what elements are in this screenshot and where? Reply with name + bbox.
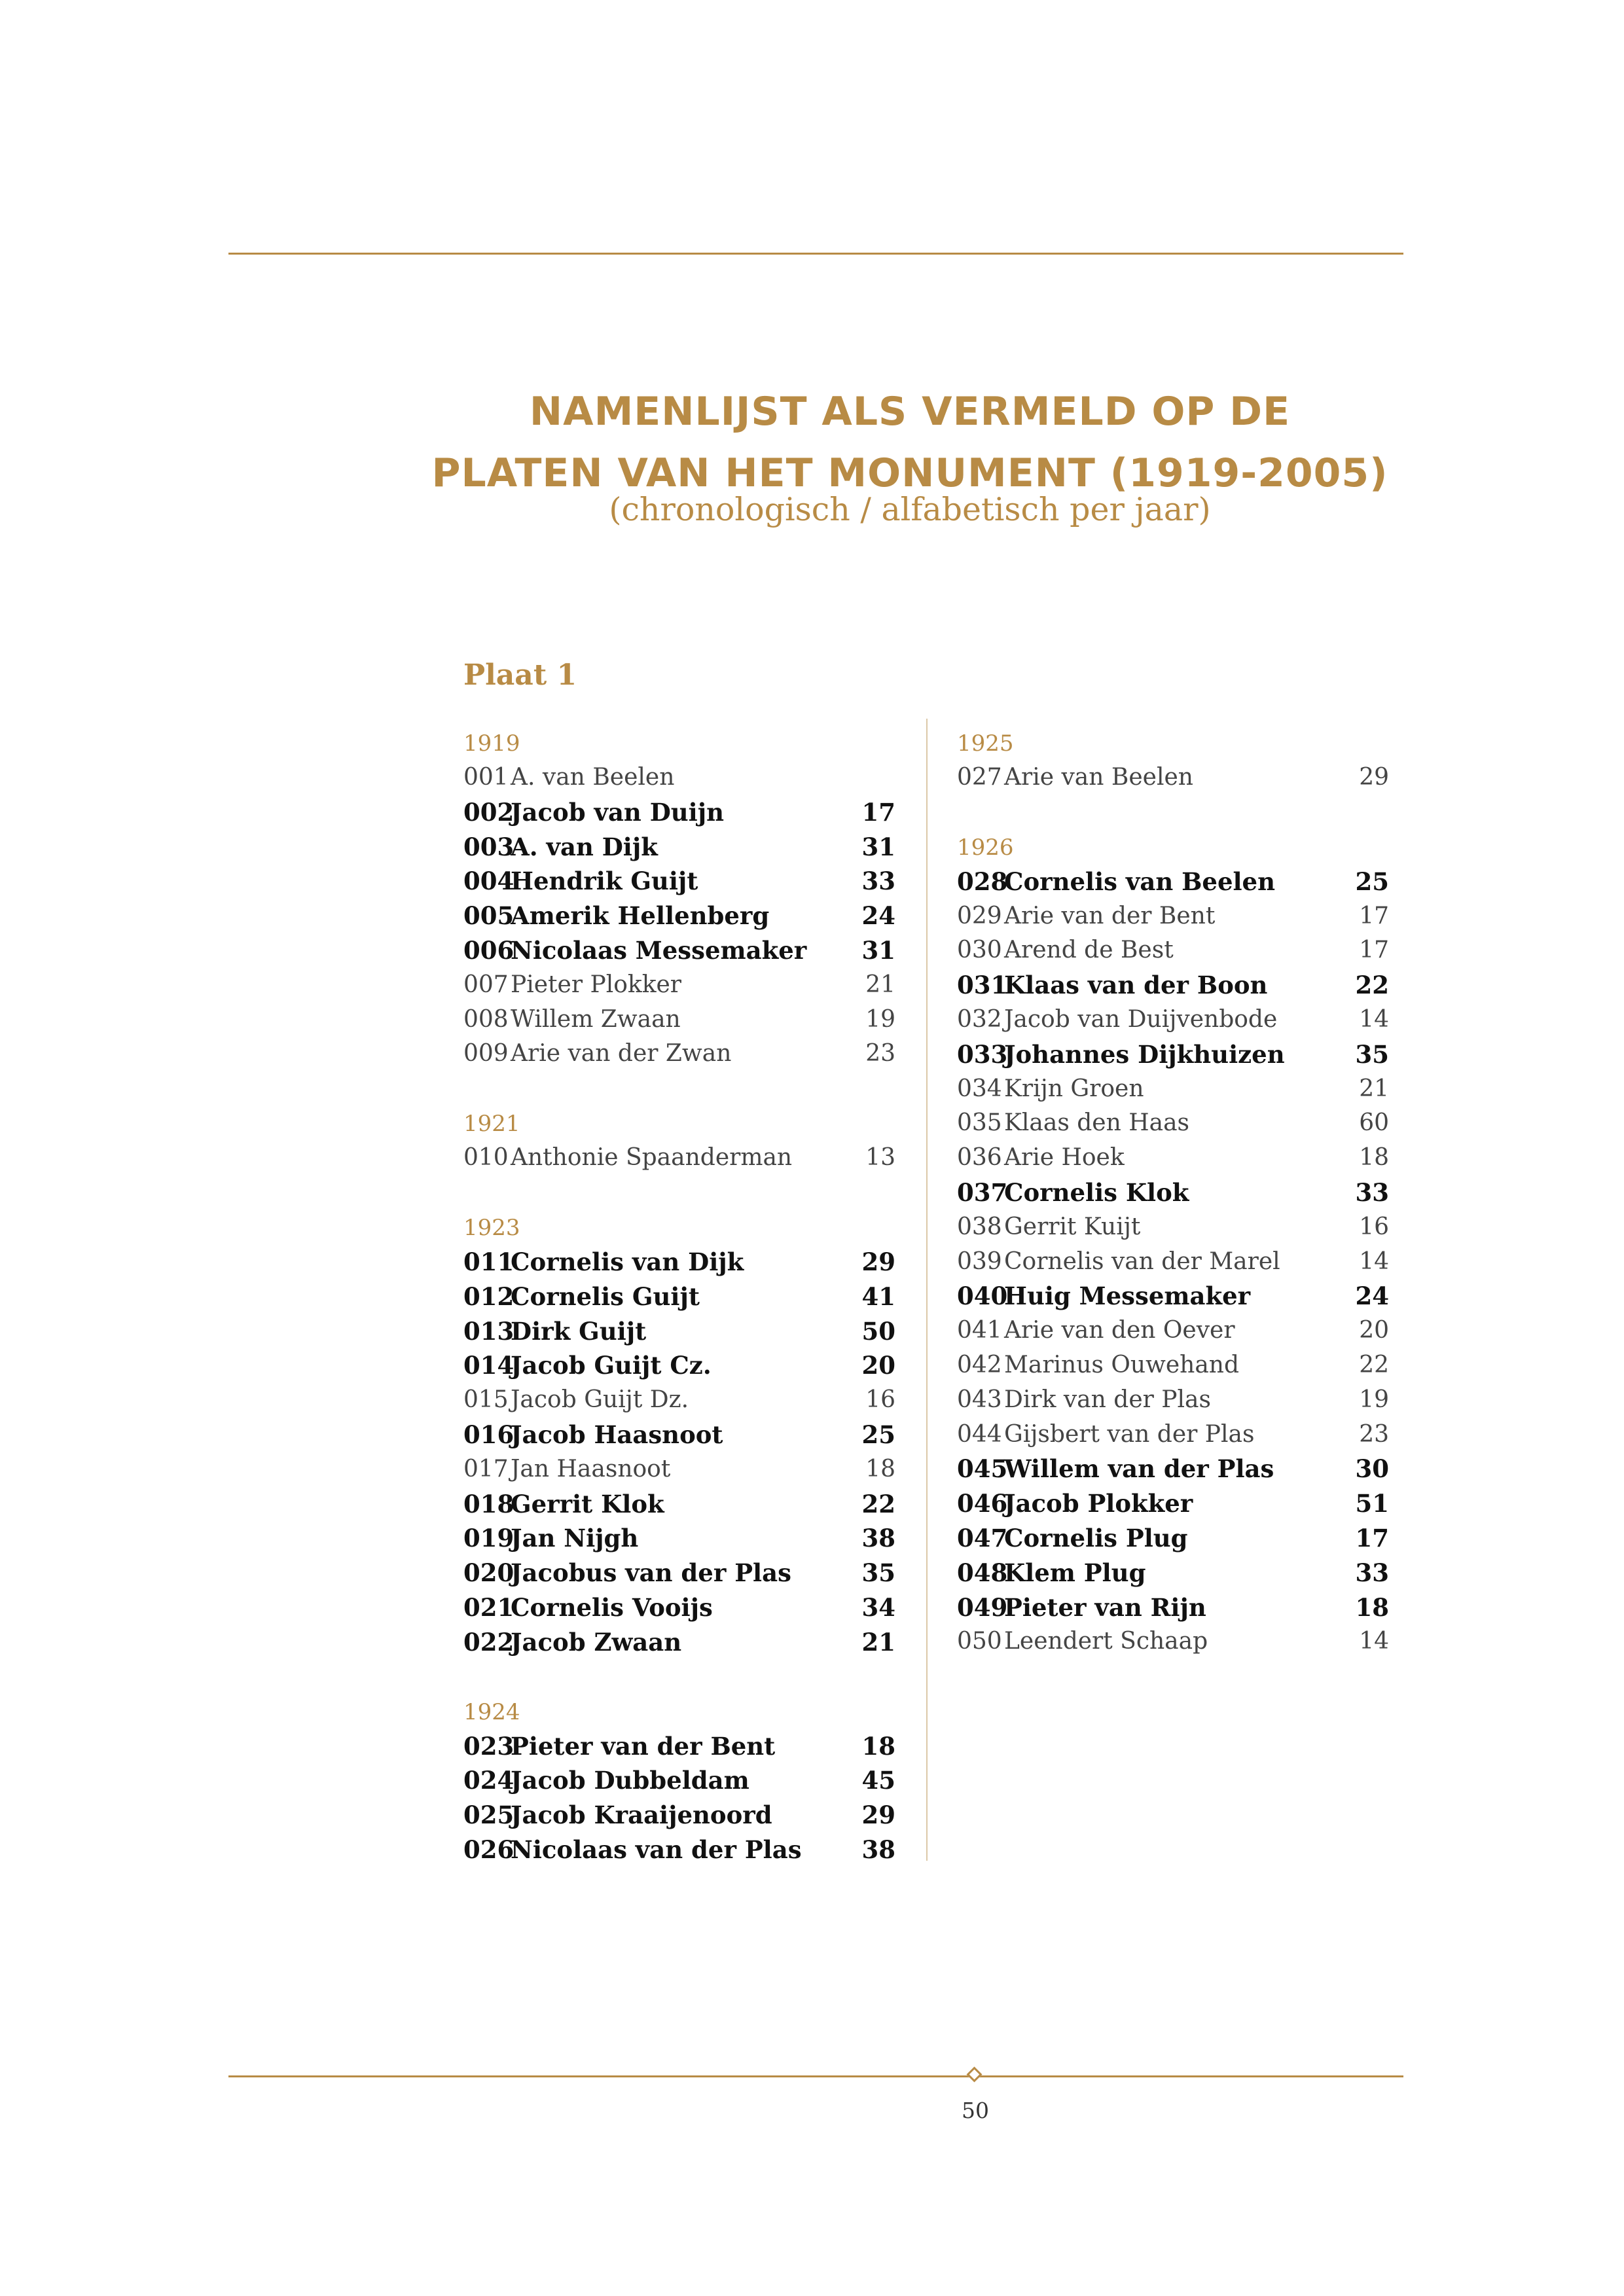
- title-line-1: NAMENLIJST ALS VERMELD OP DE: [529, 389, 1291, 435]
- entry-number: 010: [463, 1144, 509, 1172]
- name-entry: [463, 1245, 895, 1280]
- entry-number: 023: [463, 1731, 514, 1761]
- name-entry: [463, 1037, 895, 1071]
- entry-age: 38: [861, 1835, 895, 1864]
- name-entry: [463, 1833, 895, 1867]
- entry-age: 21: [1359, 1075, 1389, 1102]
- entry-age: 33: [1355, 1558, 1389, 1587]
- entry-name: Cornelis van Beelen: [1004, 867, 1275, 896]
- name-entry: [463, 1625, 895, 1660]
- entry-name: Jacob Kraaijenoord: [511, 1801, 772, 1830]
- entry-age: 34: [861, 1592, 895, 1622]
- entry-age: 31: [861, 935, 895, 965]
- entry-age: 13: [865, 1144, 895, 1172]
- entry-number: 018: [463, 1489, 514, 1518]
- entry-name: Arie van Beelen: [1004, 764, 1193, 791]
- entry-number: 022: [463, 1627, 514, 1657]
- entry-number: 009: [463, 1040, 509, 1067]
- entry-name: Klaas den Haas: [1004, 1109, 1190, 1137]
- right-column: [957, 726, 1389, 1659]
- entry-number: 038: [957, 1213, 1002, 1240]
- entry-name: Willem Zwaan: [511, 1005, 681, 1033]
- entry-age: 23: [1359, 1420, 1389, 1448]
- entry-name: Leendert Schaap: [1004, 1628, 1208, 1655]
- top-rule: [228, 253, 1403, 255]
- name-entry: [957, 1106, 1389, 1141]
- name-entry: [463, 1729, 895, 1764]
- entry-age: 50: [861, 1316, 895, 1346]
- entry-number: 004: [463, 867, 514, 896]
- name-entry: [463, 761, 895, 795]
- name-entry: [957, 761, 1389, 795]
- group-spacer: [463, 1660, 895, 1695]
- name-entry: [957, 1383, 1389, 1418]
- name-entry: [463, 795, 895, 830]
- name-entry: [463, 1556, 895, 1590]
- entry-age: 38: [861, 1524, 895, 1553]
- title-line-2: PLATEN VAN HET MONUMENT (1919-2005): [431, 450, 1388, 496]
- name-entry: [957, 899, 1389, 934]
- entry-number: 033: [957, 1039, 1008, 1069]
- entry-name: Jan Nijgh: [511, 1524, 639, 1553]
- entry-age: 17: [1359, 937, 1389, 964]
- name-entry: [463, 1383, 895, 1418]
- entry-age: 18: [1355, 1592, 1389, 1622]
- entry-name: Huig Messemaker: [1004, 1282, 1251, 1311]
- name-entry: [957, 1486, 1389, 1521]
- name-entry: [463, 830, 895, 865]
- entry-age: 35: [861, 1558, 895, 1588]
- entry-name: Cornelis Vooijs: [511, 1592, 713, 1622]
- entry-age: 23: [865, 1040, 895, 1067]
- name-entry: [957, 1210, 1389, 1245]
- entry-age: 29: [1359, 764, 1389, 791]
- name-entry: [957, 1141, 1389, 1175]
- entry-name: Arie Hoek: [1004, 1144, 1125, 1172]
- entry-name: A. van Dijk: [511, 832, 658, 861]
- entry-number: 039: [957, 1247, 1002, 1275]
- entry-number: 017: [463, 1455, 509, 1482]
- entry-name: Dirk van der Plas: [1004, 1386, 1211, 1413]
- group-spacer: [957, 795, 1389, 831]
- entry-name: Arie van den Oever: [1004, 1317, 1235, 1344]
- subtitle: (chronologisch / alfabetisch per jaar): [609, 491, 1211, 528]
- name-entry: [957, 1245, 1389, 1280]
- entry-number: 008: [463, 1005, 509, 1033]
- entry-number: 034: [957, 1075, 1002, 1102]
- entry-name: Willem van der Plas: [1004, 1454, 1274, 1484]
- name-entry: [957, 1279, 1389, 1314]
- entry-age: 18: [865, 1455, 895, 1482]
- entry-name: Jacob Dubbeldam: [511, 1766, 749, 1795]
- entry-number: 043: [957, 1386, 1002, 1413]
- name-entry: [957, 933, 1389, 968]
- entry-name: Pieter van der Bent: [511, 1731, 776, 1761]
- entry-age: 17: [1355, 1523, 1389, 1552]
- year-heading: 1924: [463, 1698, 520, 1725]
- name-entry: [957, 865, 1389, 899]
- entry-number: 037: [957, 1177, 1008, 1207]
- entry-number: 028: [957, 867, 1008, 896]
- entry-number: 015: [463, 1386, 509, 1414]
- name-entry: [957, 1037, 1389, 1072]
- entry-name: Anthonie Spaanderman: [511, 1144, 793, 1172]
- name-entry: [957, 1590, 1389, 1625]
- name-entry: [463, 933, 895, 968]
- entry-name: A. van Beelen: [511, 764, 675, 791]
- entry-age: 20: [861, 1351, 895, 1380]
- entry-name: Krijn Groen: [1004, 1075, 1144, 1102]
- entry-number: 014: [463, 1351, 514, 1380]
- entry-number: 011: [463, 1247, 514, 1276]
- entry-number: 021: [463, 1592, 514, 1622]
- diamond-ornament-icon: [966, 2066, 982, 2082]
- entry-number: 031: [957, 971, 1008, 1000]
- entry-age: 33: [861, 867, 895, 896]
- name-entry: [463, 1521, 895, 1556]
- entry-age: 22: [1359, 1351, 1389, 1378]
- entry-number: 035: [957, 1109, 1002, 1137]
- name-entry: [463, 1798, 895, 1833]
- entry-name: Gerrit Kuijt: [1004, 1213, 1141, 1240]
- entry-age: 17: [861, 797, 895, 827]
- entry-number: 049: [957, 1592, 1008, 1622]
- left-column: [463, 726, 895, 1867]
- name-entry: [957, 1556, 1389, 1590]
- entry-name: Jacobus van der Plas: [511, 1558, 791, 1588]
- entry-age: 51: [1355, 1489, 1389, 1518]
- entry-age: 19: [1359, 1386, 1389, 1413]
- entry-name: Jacob Zwaan: [511, 1627, 682, 1657]
- name-entry: [463, 1314, 895, 1349]
- entry-age: 41: [861, 1282, 895, 1311]
- entry-number: 013: [463, 1316, 514, 1346]
- entry-name: Amerik Hellenberg: [511, 901, 770, 931]
- entry-name: Pieter van Rijn: [1004, 1592, 1206, 1622]
- year-heading: 1923: [463, 1214, 520, 1241]
- entry-age: 60: [1359, 1109, 1389, 1137]
- group-spacer: [463, 1071, 895, 1107]
- entry-name: Jacob Haasnoot: [511, 1420, 723, 1449]
- entry-number: 040: [957, 1282, 1008, 1311]
- entry-age: 35: [1355, 1039, 1389, 1069]
- entry-number: 003: [463, 832, 514, 861]
- entry-number: 024: [463, 1766, 514, 1795]
- entry-number: 020: [463, 1558, 514, 1588]
- name-entry: [957, 1521, 1389, 1556]
- name-entry: [463, 864, 895, 899]
- name-entry: [463, 1452, 895, 1487]
- entry-number: 050: [957, 1628, 1002, 1655]
- entry-number: 044: [957, 1420, 1002, 1448]
- name-entry: [957, 1003, 1389, 1037]
- entry-age: 16: [865, 1386, 895, 1414]
- entry-number: 026: [463, 1835, 514, 1864]
- entry-number: 046: [957, 1489, 1008, 1518]
- entry-age: 22: [861, 1489, 895, 1518]
- entry-age: 22: [1355, 971, 1389, 1000]
- name-entry: [957, 1314, 1389, 1348]
- entry-name: Cornelis Plug: [1004, 1523, 1188, 1552]
- entry-number: 036: [957, 1144, 1002, 1172]
- name-entry: [463, 899, 895, 933]
- entry-number: 029: [957, 902, 1002, 929]
- name-entry: [957, 1348, 1389, 1383]
- name-entry: [463, 1003, 895, 1037]
- name-entry: [463, 1763, 895, 1798]
- year-heading: 1919: [463, 730, 520, 757]
- page-number: 50: [962, 2098, 989, 2123]
- entry-number: 016: [463, 1420, 514, 1449]
- entry-number: 041: [957, 1317, 1002, 1344]
- entry-number: 005: [463, 901, 514, 931]
- entry-number: 001: [463, 764, 509, 791]
- entry-age: 14: [1359, 1005, 1389, 1033]
- column-divider: [926, 719, 928, 1861]
- entry-name: Cornelis van der Marel: [1004, 1247, 1280, 1275]
- entry-age: 14: [1359, 1628, 1389, 1655]
- entry-age: 33: [1355, 1177, 1389, 1207]
- entry-name: Arie van der Zwan: [511, 1040, 732, 1067]
- entry-number: 048: [957, 1558, 1008, 1587]
- entry-number: 032: [957, 1005, 1002, 1033]
- entry-name: Gerrit Klok: [511, 1489, 664, 1518]
- entry-number: 006: [463, 935, 514, 965]
- entry-age: 25: [1355, 867, 1389, 896]
- entry-name: Hendrik Guijt: [511, 867, 698, 896]
- entry-name: Cornelis Klok: [1004, 1177, 1189, 1207]
- entry-age: 16: [1359, 1213, 1389, 1240]
- entry-age: 24: [1355, 1282, 1389, 1311]
- entry-number: 042: [957, 1351, 1002, 1378]
- entry-age: 17: [1359, 902, 1389, 929]
- name-entry: [463, 1280, 895, 1314]
- page-title: [367, 381, 1453, 504]
- group-spacer: [463, 1175, 895, 1211]
- entry-age: 18: [1359, 1144, 1389, 1172]
- entry-number: 019: [463, 1524, 514, 1553]
- entry-age: 19: [865, 1005, 895, 1033]
- entry-age: 20: [1359, 1317, 1389, 1344]
- year-heading: 1925: [957, 730, 1014, 757]
- name-entry: [463, 1590, 895, 1625]
- name-entry: [957, 1452, 1389, 1486]
- entry-name: Cornelis Guijt: [511, 1282, 700, 1311]
- name-entry: [463, 968, 895, 1003]
- name-entry: [957, 1624, 1389, 1659]
- entry-name: Arie van der Bent: [1004, 902, 1216, 929]
- entry-name: Jacob van Duijn: [511, 797, 725, 827]
- entry-age: 31: [861, 832, 895, 861]
- name-entry: [957, 968, 1389, 1003]
- year-heading: 1926: [957, 834, 1014, 861]
- name-entry: [957, 1072, 1389, 1107]
- entry-name: Nicolaas Messemaker: [511, 935, 807, 965]
- entry-age: 24: [861, 901, 895, 931]
- entry-name: Johannes Dijkhuizen: [1004, 1039, 1285, 1069]
- entry-number: 045: [957, 1454, 1008, 1484]
- entry-name: Dirk Guijt: [511, 1316, 647, 1346]
- entry-name: Cornelis van Dijk: [511, 1247, 744, 1276]
- name-entry: [957, 1418, 1389, 1452]
- entry-number: 027: [957, 764, 1002, 791]
- entry-age: 30: [1355, 1454, 1389, 1484]
- entry-number: 047: [957, 1523, 1008, 1552]
- name-entry: [463, 1348, 895, 1383]
- bottom-rule: [228, 2075, 1403, 2077]
- entry-age: 14: [1359, 1247, 1389, 1275]
- entry-number: 007: [463, 971, 509, 998]
- entry-age: 25: [861, 1420, 895, 1449]
- entry-age: 21: [865, 971, 895, 998]
- entry-age: 29: [861, 1801, 895, 1830]
- entry-number: 030: [957, 937, 1002, 964]
- entry-name: Marinus Ouwehand: [1004, 1351, 1240, 1378]
- name-entry: [463, 1487, 895, 1522]
- entry-name: Jacob Plokker: [1004, 1489, 1193, 1518]
- year-heading: 1921: [463, 1111, 520, 1138]
- entry-name: Gijsbert van der Plas: [1004, 1420, 1255, 1448]
- name-entry: [463, 1418, 895, 1452]
- entry-age: 45: [861, 1766, 895, 1795]
- entry-name: Jacob van Duijvenbode: [1004, 1005, 1278, 1033]
- name-entry: [463, 1141, 895, 1175]
- name-entry: [957, 1175, 1389, 1210]
- entry-age: 29: [861, 1247, 895, 1276]
- entry-name: Klaas van der Boon: [1004, 971, 1268, 1000]
- entry-number: 025: [463, 1801, 514, 1830]
- entry-number: 012: [463, 1282, 514, 1311]
- entry-name: Arend de Best: [1004, 937, 1174, 964]
- entry-name: Nicolaas van der Plas: [511, 1835, 802, 1864]
- entry-age: 18: [861, 1731, 895, 1761]
- entry-name: Jan Haasnoot: [511, 1455, 671, 1482]
- plaat-heading: Plaat 1: [463, 658, 577, 692]
- entry-name: Jacob Guijt Dz.: [511, 1386, 689, 1414]
- entry-name: Pieter Plokker: [511, 971, 682, 998]
- entry-name: Jacob Guijt Cz.: [511, 1351, 712, 1380]
- entry-name: Klem Plug: [1004, 1558, 1146, 1587]
- entry-number: 002: [463, 797, 514, 827]
- entry-age: 21: [861, 1627, 895, 1657]
